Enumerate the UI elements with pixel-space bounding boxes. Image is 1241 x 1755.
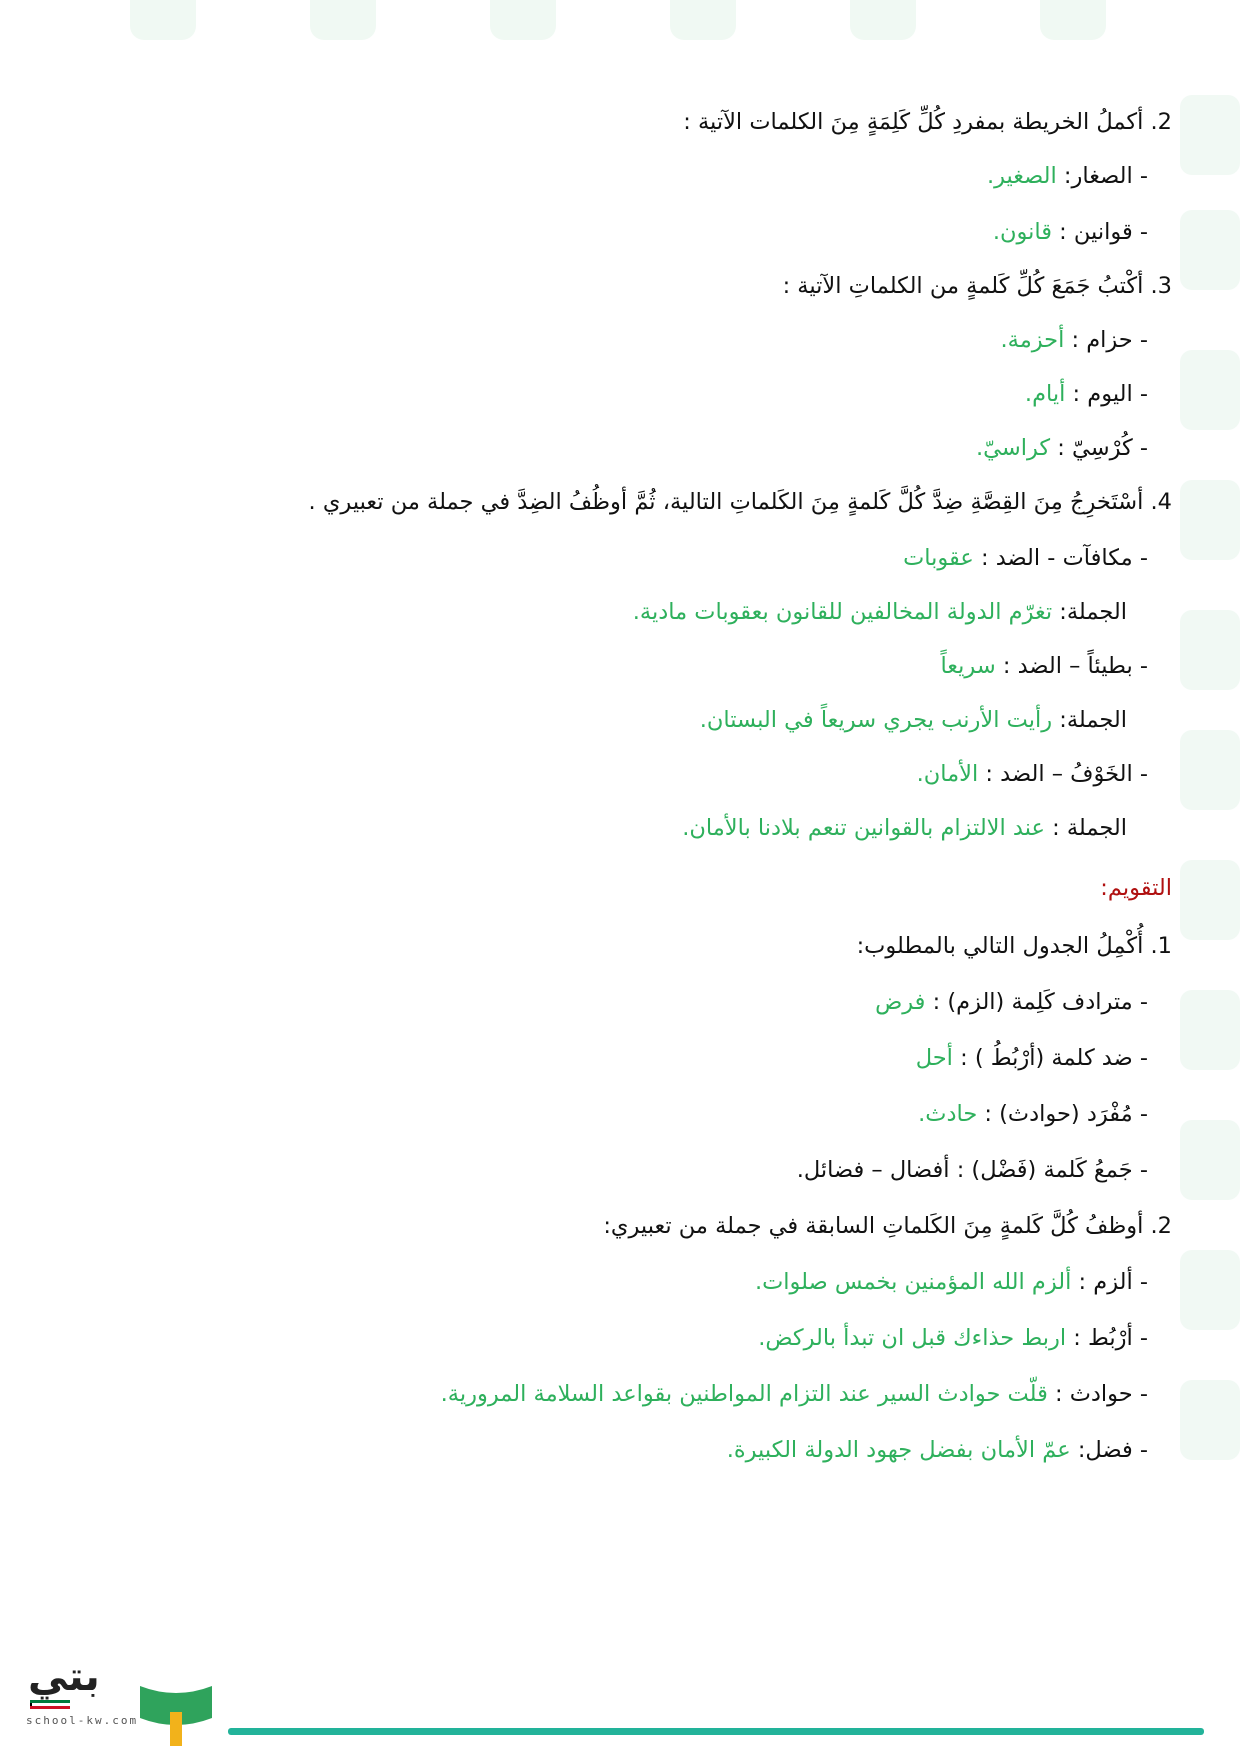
watermark-logo-icon <box>670 0 736 40</box>
answer-line: - أرْبُط : اربط حذاءك قبل ان تبدأ بالركض. <box>758 1325 1148 1351</box>
footer-bar <box>228 1728 1204 1735</box>
answer-line: - قوانين : قانون. <box>992 219 1148 245</box>
watermark-logo-icon <box>1180 210 1240 290</box>
question-3: 3. أكْتبُ جَمَعَ كُلِّ كَلمةٍ من الكلماتِ الآتية : <box>782 273 1172 299</box>
logo-text: بتي <box>28 1654 100 1700</box>
watermark-logo-icon <box>1180 350 1240 430</box>
answer-line: - ألزم : ألزم الله المؤمنين بخمس صلوات. <box>754 1269 1148 1295</box>
watermark-logo-icon <box>1180 610 1240 690</box>
watermark-logo-icon <box>1180 1120 1240 1200</box>
sentence-line: الجملة: رأيت الأرنب يجري سريعاً في البستان. <box>699 707 1127 733</box>
watermark-logo-icon <box>1180 1380 1240 1460</box>
answer-line: - كُرْسِيّ : كراسيّ. <box>975 435 1148 461</box>
sentence-line: الجملة: تغرّم الدولة المخالفين للقانون بعقوبات مادية. <box>632 599 1127 625</box>
watermark-logo-icon <box>1180 480 1240 560</box>
book-logo-icon <box>136 1684 216 1746</box>
answer-line: - مكافآت - الضد : عقوبات <box>903 545 1148 571</box>
kuwait-flag-icon <box>30 1700 70 1710</box>
answer-line: - مُفْرَد (حوادث) : حادث. <box>918 1101 1148 1127</box>
watermark-logo-icon <box>1180 1250 1240 1330</box>
footer-logo <box>18 1654 218 1749</box>
sentence-line: الجملة : عند الالتزام بالقوانين تنعم بلادنا بالأمان. <box>682 815 1127 841</box>
question-2: 2. أكملُ الخريطة بمفردِ كُلِّ كَلِمَةٍ مِنَ الكلمات الآتية : <box>683 109 1172 135</box>
site-url: school-kw.com <box>26 1714 139 1727</box>
watermark-strip <box>0 0 1241 60</box>
watermark-logo-icon <box>1180 860 1240 940</box>
answer-line: - اليوم : أيام. <box>1024 381 1148 407</box>
answer-line: - الخَوْفُ – الضد : الأمان. <box>916 761 1148 787</box>
question-4: 4. أسْتَخرِجُ مِنَ القِصَّةِ ضِدَّ كُلَّ كَلمةٍ مِنَ الكَلماتِ التالية، ثُمَّ أوظُفُ الضِدَّ في جملة من تعبيري . <box>308 489 1172 515</box>
watermark-logo-icon <box>1180 990 1240 1070</box>
answer-line: - جَمعُ كَلمة (فَضْل) : أفضال – فضائل. <box>796 1157 1148 1183</box>
answer-line: - الصغار: الصغير. <box>986 163 1148 189</box>
answer-line: - حزام : أحزمة. <box>1000 327 1148 353</box>
answer-line: - فضل: عمّ الأمان بفضل جهود الدولة الكبيرة. <box>726 1437 1148 1463</box>
watermark-logo-icon <box>490 0 556 40</box>
answer-line: - بطيئاً – الضد : سريعاً <box>940 653 1148 679</box>
eval-question-1: 1. أُكْمِلُ الجدول التالي بالمطلوب: <box>856 933 1172 959</box>
watermark-logo-icon <box>850 0 916 40</box>
answer-line: - حوادث : قلّت حوادث السير عند التزام المواطنين بقواعد السلامة المرورية. <box>440 1381 1148 1407</box>
watermark-logo-icon <box>310 0 376 40</box>
answer-line: - ضد كلمة (أرْبُطُ ) : أحل <box>915 1045 1148 1071</box>
section-heading: التقويم: <box>1100 875 1172 901</box>
watermark-logo-icon <box>1180 95 1240 175</box>
answer-line: - مترادف كَلِمة (الزم) : فرض <box>875 989 1148 1015</box>
watermark-logo-icon <box>1040 0 1106 40</box>
eval-question-2: 2. أوظفُ كُلَّ كَلمةٍ مِنَ الكَلماتِ السابقة في جملة من تعبيري: <box>603 1213 1172 1239</box>
watermark-logo-icon <box>130 0 196 40</box>
watermark-logo-icon <box>1180 730 1240 810</box>
